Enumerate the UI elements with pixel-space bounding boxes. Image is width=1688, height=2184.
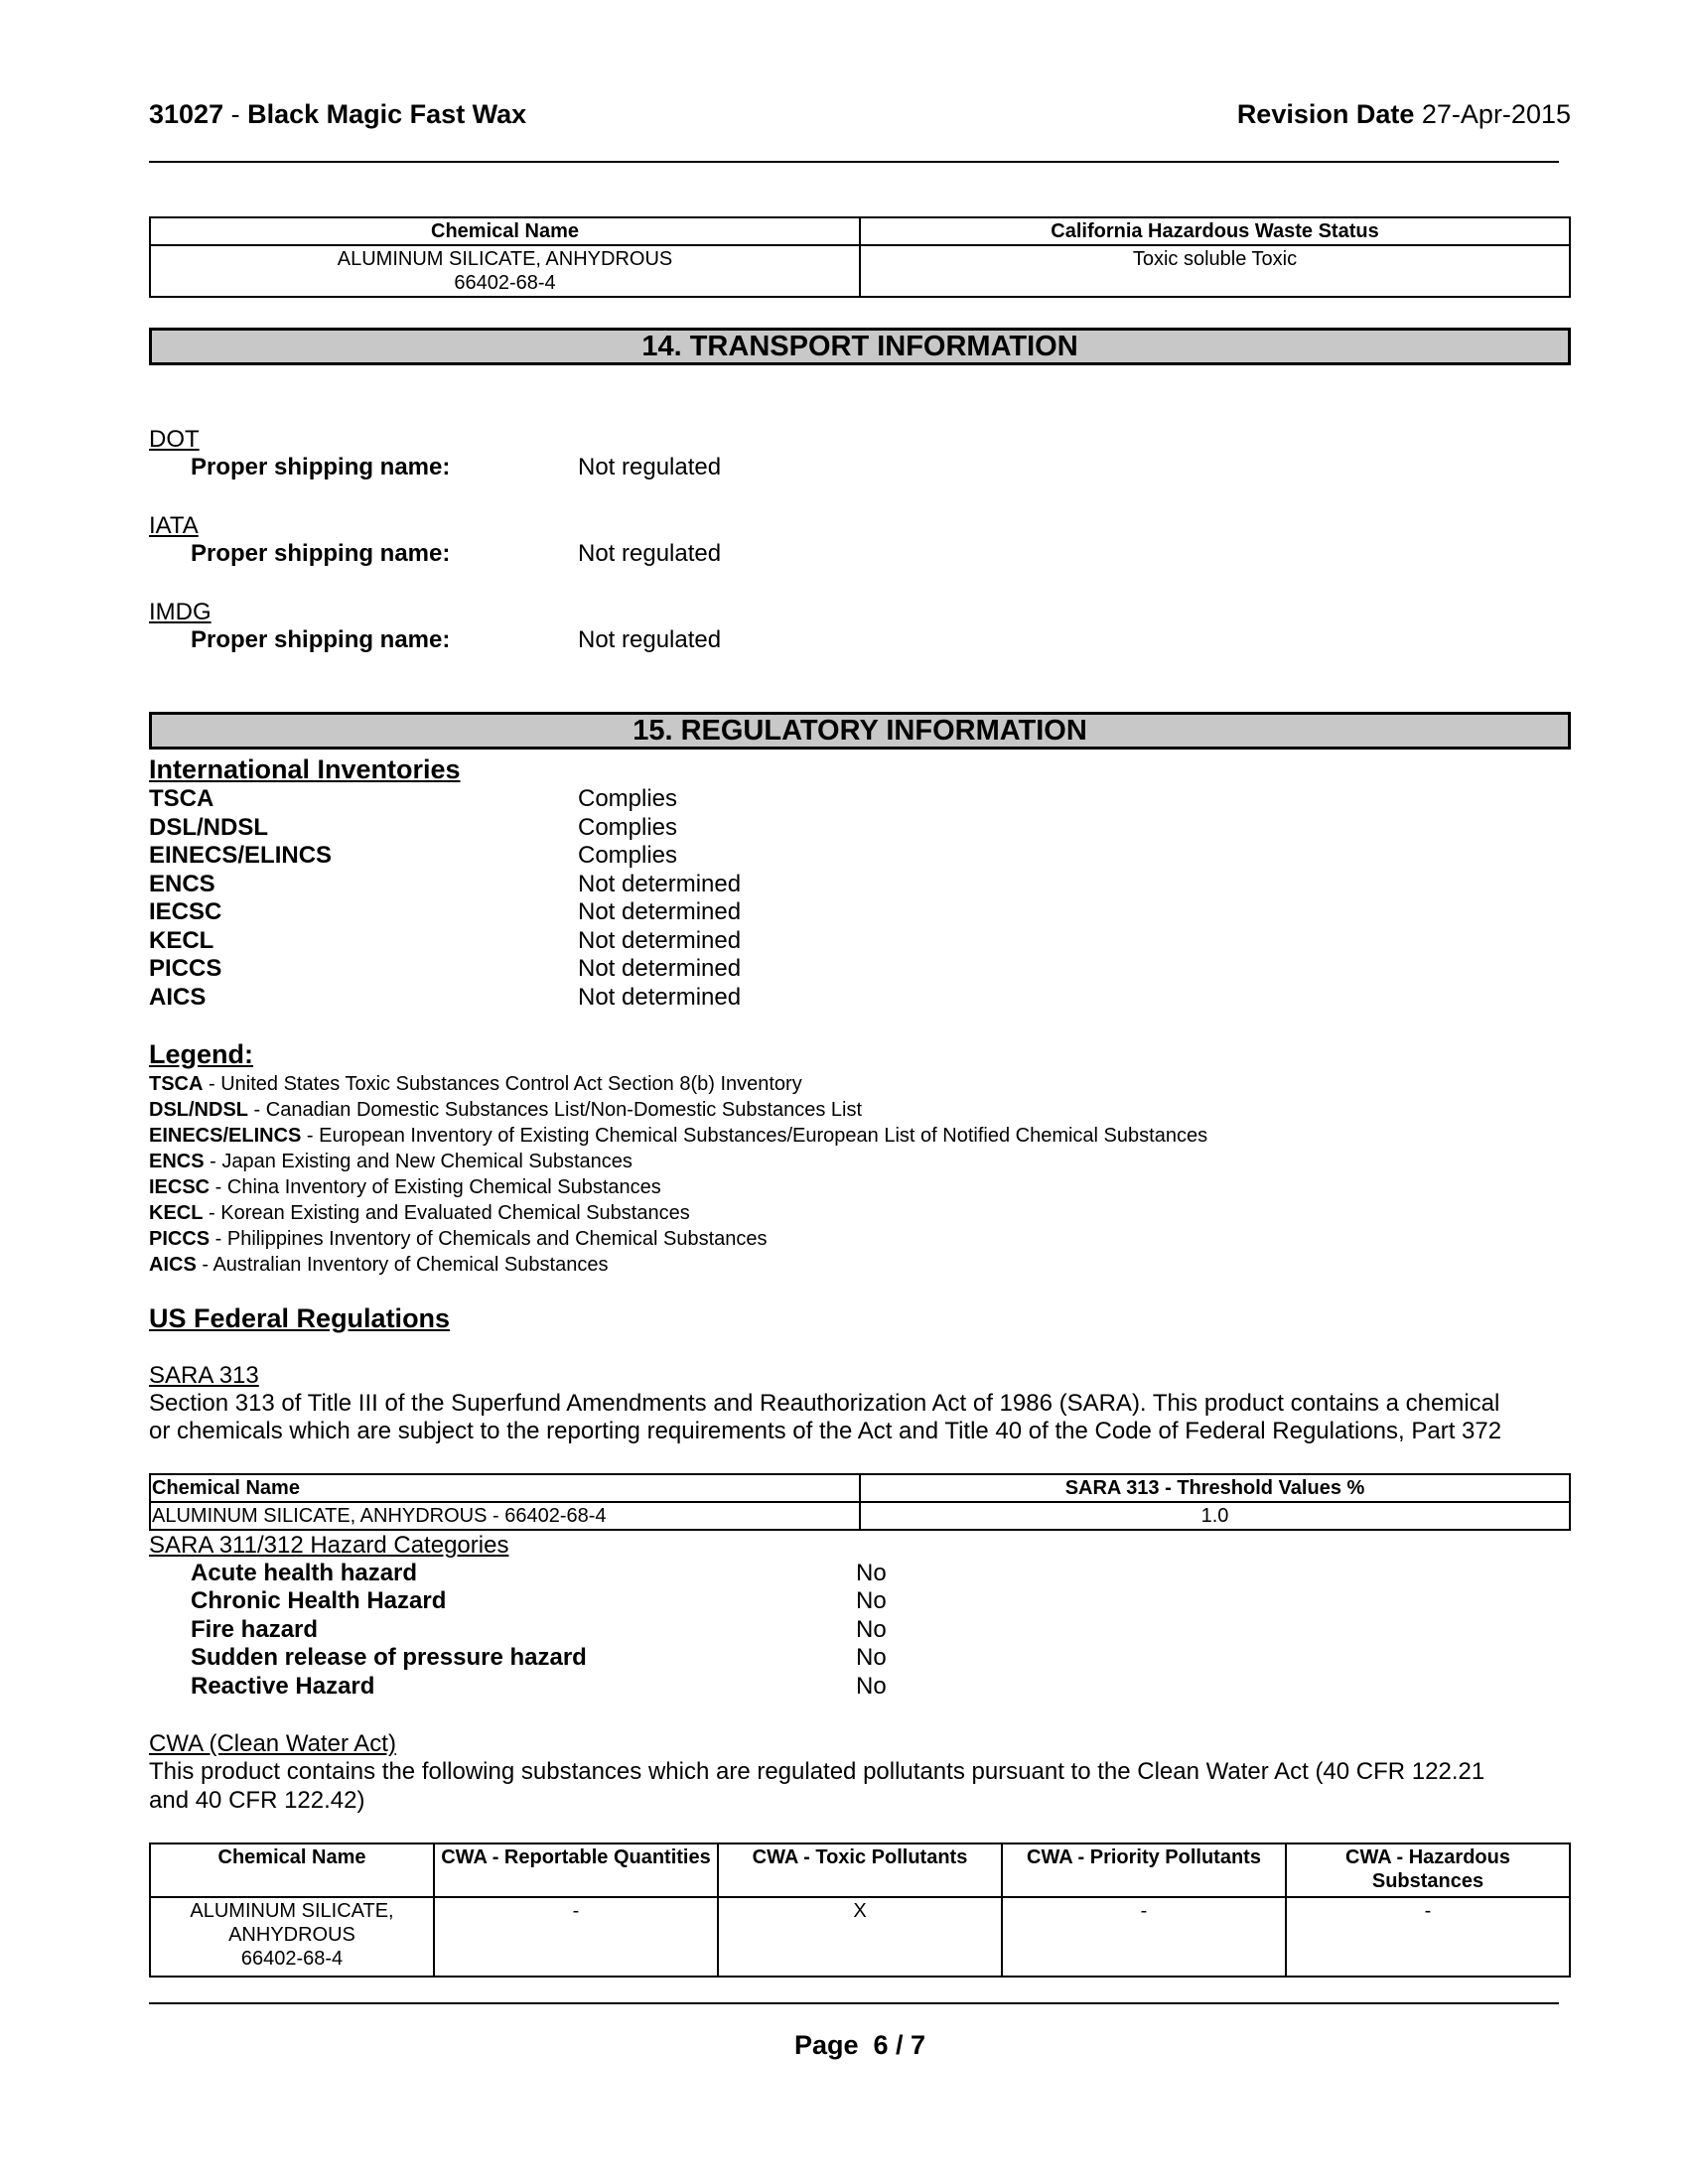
- inventory-name: ENCS: [149, 871, 215, 897]
- chemical-name: ALUMINUM SILICATE, ANHYDROUS: [337, 248, 673, 270]
- waste-status: Toxic soluble Toxic: [860, 245, 1570, 297]
- legend-item: [149, 1253, 608, 1277]
- legend-item: [149, 1201, 690, 1225]
- legend-abbr: ENCS: [149, 1151, 205, 1172]
- legend-abbr: DSL/NDSL: [149, 1099, 248, 1121]
- hazardous-substances: -: [1286, 1897, 1570, 1977]
- inventory-status: Not determined: [578, 955, 742, 982]
- sara313-text-line: Section 313 of Title III of the Superfund Amendments and Reauthorization Act of 1986 (SARA). This product contains a chemical: [149, 1390, 1500, 1417]
- table-header: CWA - Priority Pollutants: [1002, 1843, 1286, 1897]
- cas-number: 66402-68-4: [454, 272, 556, 294]
- legend-desc: - Australian Inventory of Chemical Substances: [196, 1254, 609, 1276]
- inventory-status: Not determined: [578, 984, 742, 1011]
- hazard-name: Chronic Health Hazard: [191, 1587, 447, 1614]
- page-label: Page: [793, 2030, 859, 2060]
- hazard-name: Fire hazard: [191, 1616, 319, 1643]
- table-row: [150, 1502, 1570, 1530]
- header-divider: [149, 161, 1559, 163]
- legend-desc: - Japan Existing and New Chemical Substances: [204, 1151, 633, 1172]
- page-footer: [0, 2030, 1688, 2061]
- inventory-name: PICCS: [149, 955, 222, 982]
- hazard-name: Acute health hazard: [191, 1560, 418, 1586]
- inventory-status: Complies: [578, 785, 678, 812]
- legend-item: [149, 1072, 802, 1096]
- legend-item: [149, 1124, 1207, 1148]
- inventory-status: Not determined: [578, 871, 742, 897]
- us-federal-heading: US Federal Regulations: [149, 1303, 451, 1333]
- inventory-name: IECSC: [149, 898, 222, 925]
- imdg-value: Not regulated: [578, 626, 722, 653]
- inventory-name: DSL/NDSL: [149, 814, 268, 841]
- inventory-name: TSCA: [149, 785, 214, 812]
- legend-abbr: EINECS/ELINCS: [149, 1125, 302, 1147]
- document-header: [149, 99, 526, 130]
- table-header: CWA - Reportable Quantities: [434, 1843, 718, 1897]
- dot-label: Proper shipping name:: [191, 454, 451, 480]
- legend-desc: - Philippines Inventory of Chemicals and Chemical Substances: [210, 1228, 768, 1250]
- hazard-value: No: [856, 1673, 887, 1700]
- product-code: 31027: [149, 99, 224, 129]
- toxic-pollutants: X: [718, 1897, 1002, 1977]
- dot-heading: DOT: [149, 426, 200, 453]
- legend-desc: - European Inventory of Existing Chemical Substances/European List of Notified Chemical Substances: [301, 1125, 1208, 1147]
- table-header: Chemical Name: [150, 1843, 434, 1897]
- chemical-name: ALUMINUM SILICATE, ANHYDROUS - 66402-68-4: [150, 1502, 860, 1530]
- cwa-text-line: and 40 CFR 122.42): [149, 1787, 365, 1814]
- table-row: [150, 245, 1570, 297]
- sara313-heading: SARA 313: [149, 1362, 259, 1389]
- table-cell: [150, 1897, 434, 1977]
- inventory-name: EINECS/ELINCS: [149, 842, 333, 869]
- legend-item: [149, 1098, 862, 1122]
- chemical-name-line: ALUMINUM SILICATE,: [190, 1900, 394, 1922]
- threshold-value: 1.0: [860, 1502, 1570, 1530]
- table-row: [150, 1897, 1570, 1977]
- inventory-status: Complies: [578, 814, 678, 841]
- inventory-name: KECL: [149, 927, 214, 954]
- legend-desc: - China Inventory of Existing Chemical Substances: [210, 1176, 661, 1198]
- imdg-label: Proper shipping name:: [191, 626, 451, 653]
- hazard-value: No: [856, 1560, 887, 1586]
- inventories-heading: International Inventories: [149, 754, 461, 784]
- iata-value: Not regulated: [578, 540, 722, 567]
- legend-heading: Legend:: [149, 1039, 253, 1069]
- hazard-value: No: [856, 1587, 887, 1614]
- dot-value: Not regulated: [578, 454, 722, 480]
- inventory-status: Not determined: [578, 898, 742, 925]
- table-header: CWA - Hazardous Substances: [1286, 1843, 1570, 1897]
- inventory-status: Complies: [578, 842, 678, 869]
- page-number: 6 / 7: [873, 2030, 926, 2060]
- legend-abbr: KECL: [149, 1202, 204, 1224]
- table-header: California Hazardous Waste Status: [860, 217, 1570, 245]
- california-waste-table: [149, 216, 1571, 298]
- table-header: Chemical Name: [150, 217, 860, 245]
- sara313-text-line: or chemicals which are subject to the reporting requirements of the Act and Title 40 of the Code of Federal Regulations, Part 372: [149, 1418, 1502, 1444]
- legend-item: [149, 1150, 633, 1173]
- product-name: Black Magic Fast Wax: [247, 99, 527, 129]
- cwa-heading: CWA (Clean Water Act): [149, 1730, 396, 1757]
- legend-abbr: IECSC: [149, 1176, 211, 1198]
- legend-item: [149, 1175, 661, 1199]
- legend-abbr: PICCS: [149, 1228, 211, 1250]
- revision-label: Revision Date: [1236, 99, 1415, 129]
- header-separator: -: [223, 99, 248, 129]
- inventory-name: AICS: [149, 984, 207, 1011]
- table-header: SARA 313 - Threshold Values %: [860, 1474, 1570, 1502]
- inventory-status: Not determined: [578, 927, 742, 954]
- reportable-quantities: -: [434, 1897, 718, 1977]
- revision-date-block: [1237, 99, 1571, 130]
- iata-heading: IATA: [149, 512, 199, 539]
- hazard-name: Reactive Hazard: [191, 1673, 375, 1700]
- iata-label: Proper shipping name:: [191, 540, 451, 567]
- legend-abbr: TSCA: [149, 1073, 204, 1095]
- hazard-name: Sudden release of pressure hazard: [191, 1644, 587, 1671]
- revision-date: 27-Apr-2015: [1421, 99, 1571, 129]
- hazard-value: No: [856, 1616, 887, 1643]
- legend-desc: - Canadian Domestic Substances List/Non-Domestic Substances List: [248, 1099, 863, 1121]
- imdg-heading: IMDG: [149, 599, 211, 625]
- section-14-title: 14. TRANSPORT INFORMATION: [149, 328, 1571, 365]
- cwa-text-line: This product contains the following substances which are regulated pollutants pursuant to the Clean Water Act (40 CFR 122.21: [149, 1758, 1485, 1785]
- footer-divider: [149, 2002, 1559, 2004]
- legend-desc: - United States Toxic Substances Control Act Section 8(b) Inventory: [203, 1073, 802, 1095]
- legend-item: [149, 1227, 768, 1251]
- priority-pollutants: -: [1002, 1897, 1286, 1977]
- legend-abbr: AICS: [149, 1254, 197, 1276]
- section-15-title: 15. REGULATORY INFORMATION: [149, 712, 1571, 750]
- table-header: CWA - Toxic Pollutants: [718, 1843, 1002, 1897]
- cwa-table: [149, 1843, 1571, 1978]
- legend-desc: - Korean Existing and Evaluated Chemical Substances: [203, 1202, 690, 1224]
- hazard-value: No: [856, 1644, 887, 1671]
- table-cell: [150, 245, 860, 297]
- sara313-table: [149, 1473, 1571, 1531]
- sara311-heading: SARA 311/312 Hazard Categories: [149, 1532, 509, 1559]
- chemical-name-line: ANHYDROUS: [228, 1924, 355, 1946]
- cas-number: 66402-68-4: [240, 1948, 344, 1970]
- table-header: Chemical Name: [150, 1474, 860, 1502]
